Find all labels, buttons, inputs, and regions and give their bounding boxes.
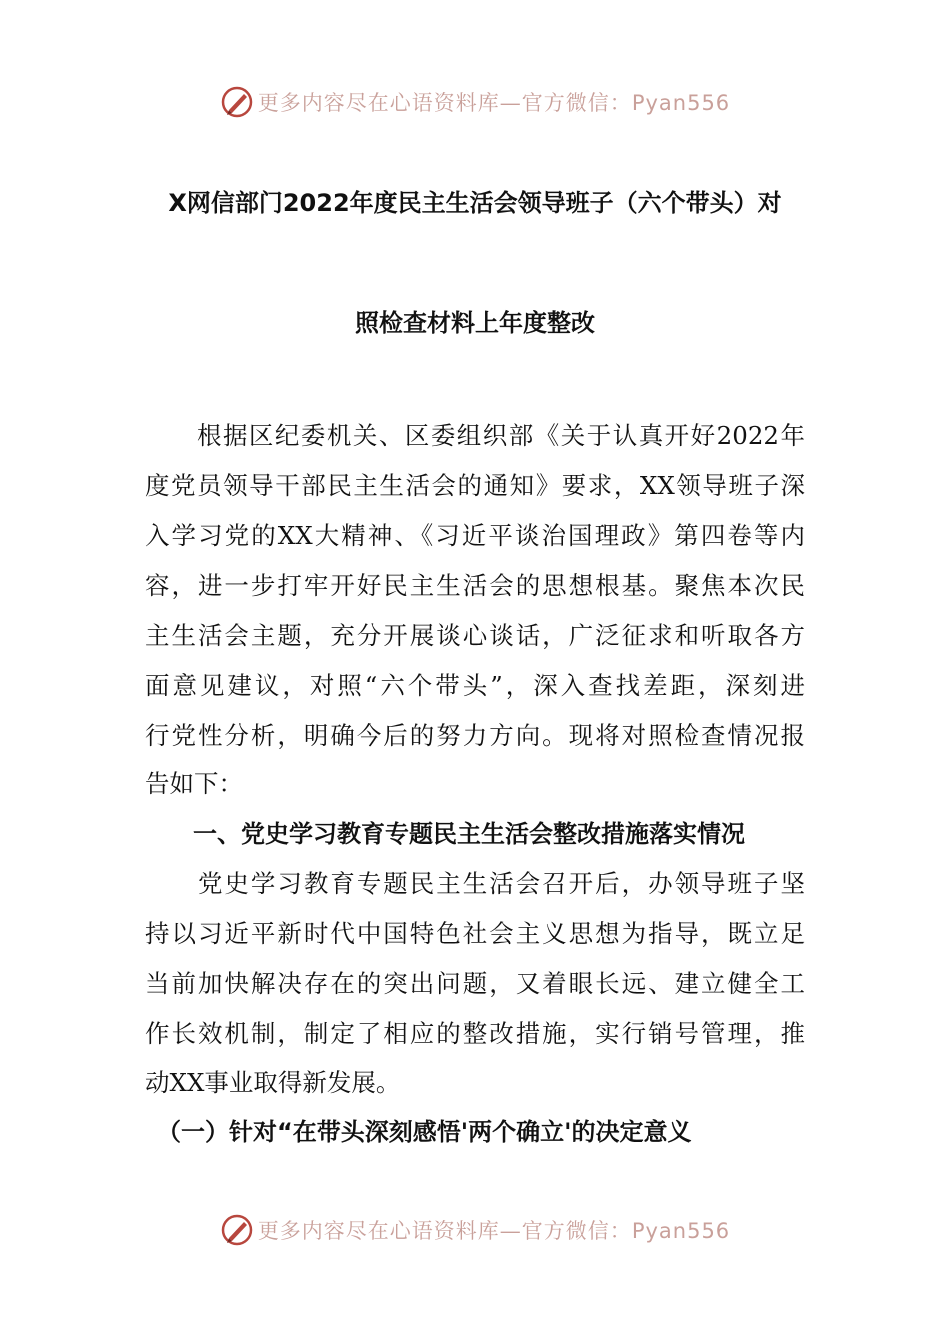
paragraph-1-line: 告如下： <box>145 769 243 798</box>
watermark-header <box>0 82 950 122</box>
watermark-text <box>258 1215 730 1245</box>
pen-logo-icon <box>220 85 254 119</box>
paragraph-1-line: 容，进一步打牢开好民主生活会的思想根基。聚焦本次民 <box>145 571 805 600</box>
watermark-id: Pyan556 <box>631 91 731 115</box>
subsection-1-heading: （一）针对“在带头深刻感悟'两个确立'的决定意义 <box>145 1118 692 1146</box>
section-1-heading: 一、党史学习教育专题民主生活会整改措施落实情况 <box>145 820 745 848</box>
watermark-main-text: 更多内容尽在心语资料库—官方微信： <box>257 1219 632 1243</box>
paragraph-2-line: 持以习近平新时代中国特色社会主义思想为指导，既立足 <box>145 919 805 948</box>
paragraph-1-line: 主生活会主题，充分开展谈心谈话，广泛征求和听取各方 <box>145 621 805 650</box>
paragraph-1-line: 度党员领导干部民主生活会的通知》要求，XX领导班子深 <box>145 471 805 500</box>
paragraph-2-line: 动XX事业取得新发展。 <box>145 1068 401 1097</box>
watermark-text <box>258 87 730 117</box>
paragraph-1-line: 面意见建议，对照“六个带头”，深入查找差距，深刻进 <box>145 671 805 700</box>
watermark-id: Pyan556 <box>631 1219 731 1243</box>
paragraph-2-line: 当前加快解决存在的突出问题，又着眼长远、建立健全工 <box>145 969 805 998</box>
watermark-main-text: 更多内容尽在心语资料库—官方微信： <box>257 91 632 115</box>
paragraph-1-line: 行党性分析，明确今后的努力方向。现将对照检查情况报 <box>145 721 805 750</box>
document-title-line-1: X网信部门2022年度民主生活会领导班子（六个带头）对 <box>168 189 782 217</box>
paragraph-1-line: 入学习党的XX大精神、《习近平谈治国理政》第四卷等内 <box>145 521 805 550</box>
watermark-footer <box>0 1210 950 1250</box>
document-title-line-2: 照检查材料上年度整改 <box>355 309 595 337</box>
paragraph-1-line: 根据区纪委机关、区委组织部《关于认真开好2022年 <box>145 421 805 450</box>
pen-logo-icon <box>220 1213 254 1247</box>
paragraph-2-line: 党史学习教育专题民主生活会召开后，办领导班子坚 <box>145 869 805 898</box>
paragraph-2-line: 作长效机制，制定了相应的整改措施，实行销号管理，推 <box>145 1019 805 1048</box>
